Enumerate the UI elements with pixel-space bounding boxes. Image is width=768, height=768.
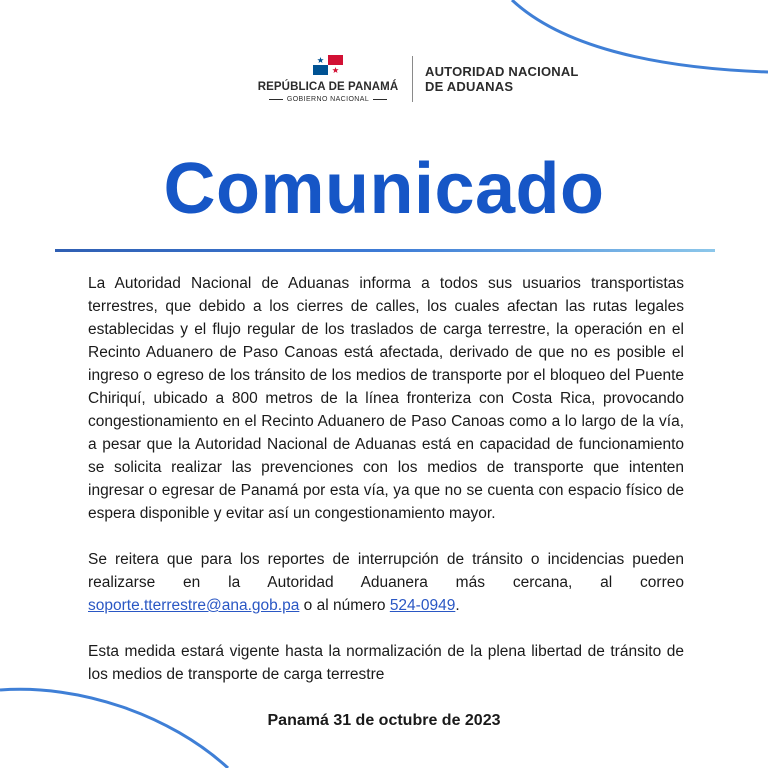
gov-subtitle-row: [265, 96, 391, 103]
gov-name: REPÚBLICA DE PANAMÁ: [257, 81, 399, 93]
email-link[interactable]: soporte.tterrestre@ana.gob.pa: [88, 597, 300, 614]
phone-link[interactable]: 524-0949: [389, 597, 456, 614]
paragraph-2: [88, 548, 684, 617]
government-logo: [252, 55, 404, 103]
paragraph-2-text: Se reitera que para los reportes de interrupción de tránsito o incidencias pueden realizarse en la Autoridad Aduanera más cercana, al correo: [88, 551, 684, 591]
gov-subtitle: GOBIERNO NACIONAL: [286, 96, 370, 103]
page-title: Comunicado: [163, 149, 605, 229]
panama-flag-icon: [313, 55, 343, 75]
logo-divider: [412, 56, 413, 102]
agency-name-line2: DE ADUANAS: [425, 79, 514, 94]
issue-date: Panamá 31 de octubre de 2023: [267, 712, 501, 729]
header-logo: [252, 50, 582, 108]
paragraph-1: La Autoridad Nacional de Aduanas informa a todos sus usuarios transportistas terrestres, que debido a los cierres de calles, los cuales afectan las rutas legales establecidas y el flujo regular de los traslados de carga terrestre, la operación en el Recinto Aduanero de Paso Canoas está afectada, derivado de que no es posible el ingreso o egreso de los tránsito de los medios de transporte por el bloqueo del Puente Chiriquí, ubicado a 800 metros de la línea fronteriza con Costa Rica, provocando congestionamiento en el Recinto Aduanero de Paso Canoas como a lo largo de la vía, a pesar que la Autoridad Nacional de Aduanas está en capacidad de funcionamiento se solicita realizar las prevenciones con los medios de transporte que intenten ingresar o egresar de Panamá por esta vía, ya que no se cuenta con espacio físico de espera disponible y evitar así un congestionamiento mayor.: [88, 275, 684, 522]
agency-name: [425, 64, 579, 94]
divider-line: [373, 99, 387, 100]
divider-line: [269, 99, 283, 100]
paragraph-2-end: .: [455, 597, 460, 614]
paragraph-3: Esta medida estará vigente hasta la normalización de la plena libertad de tránsito de los medios de transporte de carga terrestre: [88, 643, 684, 683]
title-underline: [55, 249, 715, 252]
paragraph-2-middle: o al número: [299, 597, 390, 614]
agency-name-line1: AUTORIDAD NACIONAL: [425, 64, 579, 79]
announcement-body: [88, 272, 684, 686]
